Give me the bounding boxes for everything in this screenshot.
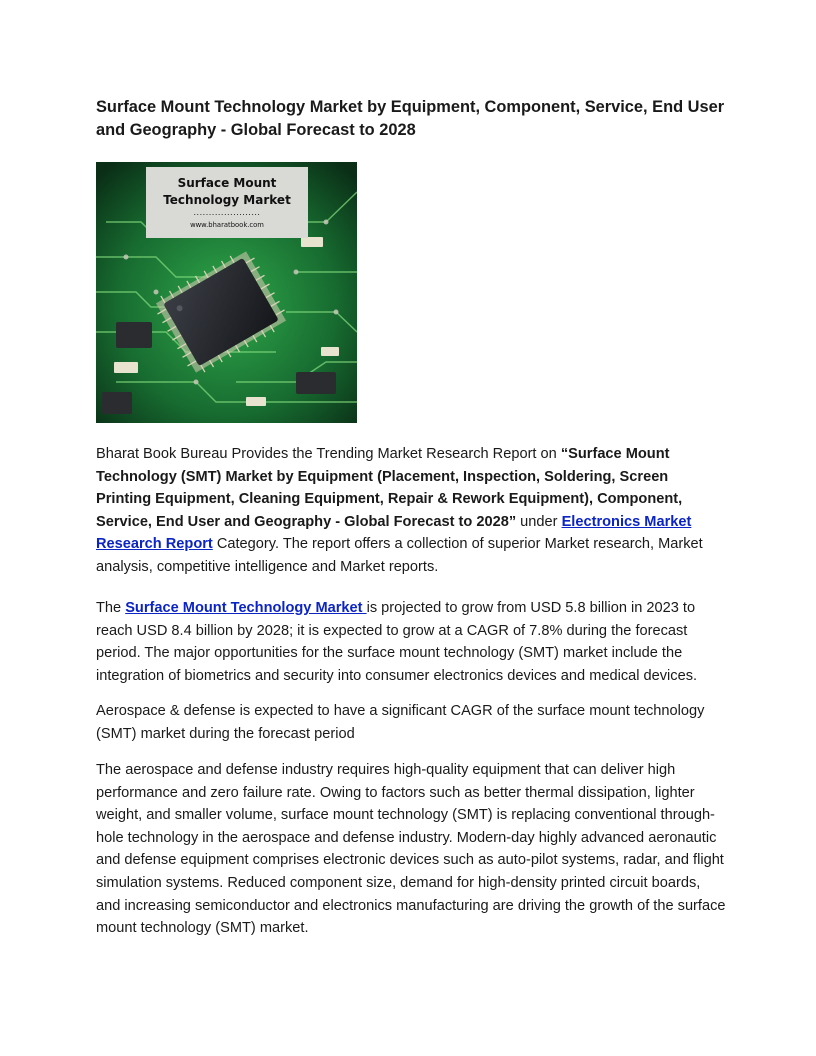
- aerospace-heading-paragraph: Aerospace & defense is expected to have a significant CAGR of the surface mount technology (SMT) market during the forecast period: [96, 703, 705, 742]
- intro-rest: Category. The report offers a collection of superior Market research, Market analysis, competitive intelligence and Market reports.: [96, 536, 703, 575]
- cover-image: [96, 162, 357, 423]
- market-size-paragraph: [96, 597, 726, 687]
- market-lead: The: [96, 600, 126, 616]
- cover-title-line-2: Technology Market: [163, 193, 291, 207]
- category-link[interactable]: Electronics Market Research Report: [96, 513, 692, 553]
- report-name: “Surface Mount Technology (SMT) Market by Equipment (Placement, Inspection, Soldering, Screen Printing Equipment, Cleaning Equipment, Repair & Rework Equipment), Component, Service, End User and Geography - Global Forecast to 2028”: [96, 446, 683, 530]
- cover-title-line-1: Surface Mount: [177, 176, 277, 190]
- market-size-text: is projected to grow from USD 5.8 billion in 2023 to reach USD 8.4 billion by 2028; it is expected to grow at a CAGR of 7.8% during the forecast period. The major opportunities for the surface mount technology (SMT) market include the integration of biometrics and security into consumer electronics devices and medical devices.: [96, 600, 698, 684]
- cover-title: [146, 175, 308, 209]
- cover-dots: ......................: [193, 208, 261, 217]
- intro-text: Bharat Book Bureau Provides the Trending Market Research Report on: [96, 446, 561, 462]
- page-title: Surface Mount Technology Market by Equipment, Component, Service, End User and Geography - Global Forecast to 2028: [96, 98, 725, 139]
- cover-label: [146, 167, 308, 238]
- intro-paragraph: [96, 443, 726, 579]
- market-link[interactable]: Surface Mount Technology Market: [125, 600, 367, 616]
- cover-url: www.bharatbook.com: [190, 221, 264, 229]
- aerospace-body-paragraph: The aerospace and defense industry requires high-quality equipment that can deliver high performance and zero failure rate. Owing to factors such as better thermal dissipation, lighter weight, and smaller volume, surface mount technology (SMT) is replacing conventional through-hole technology in the aerospace and defense industry. Modern-day highly advanced aeronautic and defense equipment comprises electronic devices such as auto-pilot systems, radar, and flight simulation systems. Reduced component size, demand for high-density printed circuit boards, and increasing semiconductor and electronics manufacturing are driving the growth of the surface mount technology (SMT) market.: [96, 762, 726, 937]
- under-text: under: [516, 513, 562, 530]
